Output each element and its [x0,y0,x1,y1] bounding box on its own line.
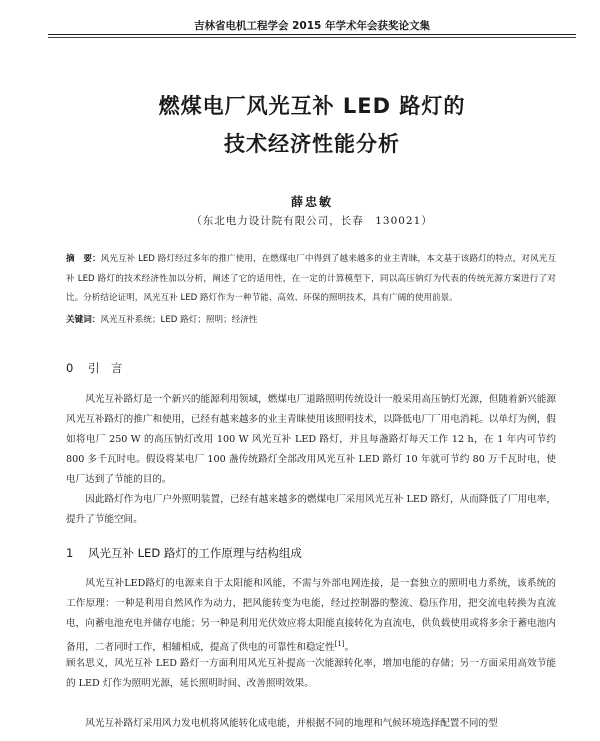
keywords [66,313,556,325]
keywords-label: 关键词： [66,315,101,325]
principle-paragraph-1 [66,574,556,658]
intro-paragraph-2: 因此路灯作为电厂户外照明装置，已经有越来越多的燃煤电厂采用风光互补 LED 路灯，从而降低了厂用电率，提升了节能空间。 [66,494,556,525]
keywords-text: 风光互补系统；LED 路灯；照明；经济性 [100,315,258,325]
paper-title-line1: 燃煤电厂风光互补 LED 路灯的 [158,94,466,118]
author-affiliation: （东北电力设计院有限公司，长春 130021） [191,215,433,227]
principle-paragraph-3: 风光互补路灯采用风力发电机将风能转化成电能，并根据不同的地理和气候环境选择配置不同的型 [85,718,498,729]
section-title: 引 言 [88,361,123,375]
section-heading-intro [66,360,123,376]
abstract [66,250,556,309]
abstract-text: 风光互补 LED 路灯经过多年的推广使用，在燃煤电厂中得到了越来越多的业主青睐，本文基于该路灯的特点，对风光互补 LED 路灯的技术经济性加以分析，阐述了它的适用性，在一定的计算模型下，同以高压钠灯为代表的传统光源方案进行了对比。分析结论证明，风光互补 LED 路灯作为一种节能、高效、环保的照明技术，具有广阔的使用前景。 [66,254,556,303]
journal-header: 吉林省电机工程学会 2015 年学术年会获奖论文集 [193,20,431,32]
principle-paragraph-1-text: 风光互补LED路灯的电源来自于太阳能和风能，不需与外部电网连接，是一套独立的照明电力系统，该系统的工作原理：一种是利用自然风作为动力，把风能转变为电能，经过控制器的整流、稳压作用，把交流电转换为直流电，向蓄电池充电并储存电能；另一种是利用光伏效应将太阳能直接转化为直流电，供负载使用或将多余于蓄电池内备用，二者同时工作，相辅相成，提高了供电的可靠性和稳定性 [66,578,556,654]
section-heading-principle [66,545,302,561]
intro-paragraph-1: 风光互补路灯是一个新兴的能源利用领域，燃煤电厂道路照明传统设计一般采用高压钠灯光源，但随着新兴能源风光互补路灯的推广和使用，已经有越来越多的业主青睐使用该照明技术，以降低电厂厂用电消耗。以单灯为例，假如将电厂 250 W 的高压钠灯改用 100 W 风光互补 LED 路灯，并且每盏路灯每天工作 12 h，在 1 年内可节约 800 多千瓦时电。假设将某电厂 100 盏传统路灯全部改用风光互补 LED 路灯 10 年就可节约 80 万千瓦时电，使电厂达到了节能的目的。 [66,394,556,485]
section-title: 风光互补 LED 路灯的工作原理与结构组成 [88,546,302,560]
principle-paragraph-2: 顾名思义，风光互补 LED 路灯一方面利用风光互补提高一次能源转化率，增加电能的存储；另一方面采用高效节能的 LED 灯作为照明光源，延长照明时间、改善照明效果。 [66,658,556,689]
principle-paragraph-1-end: 。 [344,642,355,654]
paper-title-line2: 技术经济性能分析 [224,132,400,156]
header-rule-thin [48,37,576,38]
section-number: 1 [66,546,74,560]
section-number: 0 [66,361,74,375]
header-rule [48,34,576,35]
author-name: 薛忠敏 [290,195,333,209]
abstract-label: 摘 要： [66,254,101,264]
citation-ref: [1] [334,640,345,648]
